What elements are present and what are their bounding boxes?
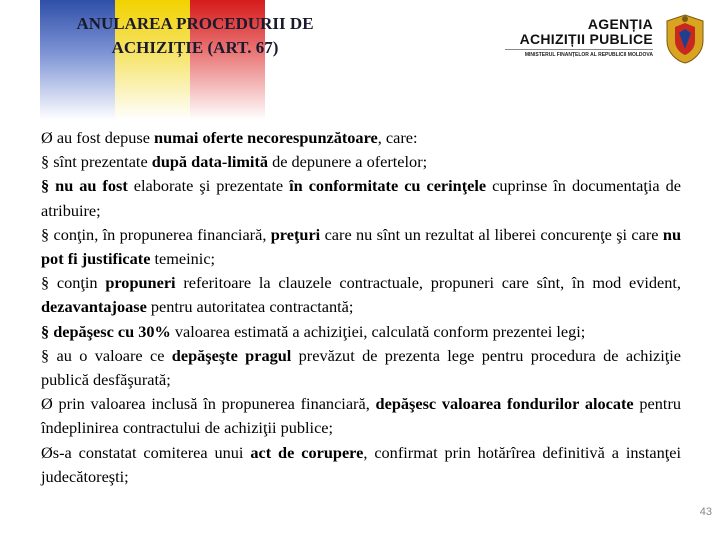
slide-body <box>41 126 681 489</box>
bullet-text: valoarea estimată a achiziţiei, calculată conform prezentei legi; <box>170 321 586 341</box>
slide-title-line2: ACHIZIȚIE (ART. 67) <box>111 38 279 57</box>
coat-of-arms-icon <box>663 11 707 65</box>
bullet-text: pentru îndeplinirea contractului de achiziţii publice; <box>41 394 682 438</box>
slide-title <box>40 12 350 60</box>
bullet-text: temeinic; <box>150 249 216 269</box>
logo-line2: ACHIZIȚII PUBLICE <box>519 30 653 47</box>
bullet-text: prevăzut de prezenta lege pentru procedura de achiziţie publică desfăşurată; <box>41 345 681 390</box>
bullet-text: pentru autoritatea contractantă; <box>146 297 354 317</box>
bullet-text: Øs-a constatat comiterea unui <box>41 442 251 462</box>
bullet-item <box>41 320 681 344</box>
bullet-text: , confirmat prin hotărîrea definitivă a instanţei judecătoreşti; <box>41 442 681 486</box>
bullet-text-bold: § nu au fost <box>41 176 128 196</box>
bullet-item <box>41 174 681 222</box>
bullet-text: § au o valoare ce <box>41 345 172 365</box>
logo-line3: MINISTERUL FINANȚELOR AL REPUBLICII MOLDOVA <box>505 49 653 59</box>
bullet-text-bold: propuneri <box>105 273 176 293</box>
bullet-text-bold: preţuri <box>270 224 321 244</box>
bullet-text: § sînt prezentate <box>41 152 152 172</box>
bullet-text-bold: depăşeşte pragul <box>171 345 292 365</box>
bullet-text-bold: în conformitate cu cerinţele <box>289 176 487 196</box>
bullet-item <box>41 441 681 489</box>
logo-line1: AGENȚIA <box>587 15 653 32</box>
bullet-item <box>41 392 681 440</box>
bullet-text: care nu sînt un rezultat al liberei concurenţe şi care <box>320 224 663 244</box>
bullet-text: Ø prin valoarea inclusă în propunerea financiară, <box>41 394 376 414</box>
bullet-item <box>41 150 681 174</box>
bullet-text: § conţin, în propunerea financiară, <box>41 224 271 244</box>
bullet-text: Ø au fost depuse <box>41 128 155 147</box>
agency-logo <box>505 10 715 65</box>
bullet-item <box>41 344 681 392</box>
bullet-item <box>41 126 681 150</box>
bullet-text: de depunere a ofertelor; <box>268 152 428 172</box>
bullet-text: § conţin <box>41 273 106 293</box>
agency-logo-text <box>505 17 653 59</box>
page-number: 43 <box>699 506 712 518</box>
bullet-item <box>41 223 681 271</box>
bullet-text-bold: numai oferte necorespunzătoare <box>154 128 378 147</box>
bullet-text-bold: dezavantajoase <box>41 297 147 317</box>
bullet-item <box>41 271 681 319</box>
bullet-text-bold: act de corupere <box>250 442 364 462</box>
bullet-text: referitoare la clauzele contractuale, propuneri care sînt, în mod evident, <box>175 273 681 293</box>
bullet-text-bold: § depăşesc cu 30% <box>41 321 171 341</box>
bullet-text: cuprinse în documentaţia de atribuire; <box>41 176 682 220</box>
bullet-text-bold: depăşesc valoarea fondurilor alocate <box>375 394 634 414</box>
bullet-text-bold: nu pot fi justificate <box>41 224 682 269</box>
slide-title-line1: ANULAREA PROCEDURII DE <box>76 14 314 33</box>
bullet-text-bold: după data-limită <box>151 152 269 172</box>
bullet-text: , care: <box>377 128 418 147</box>
bullet-text: elaborate şi prezentate <box>127 176 290 196</box>
